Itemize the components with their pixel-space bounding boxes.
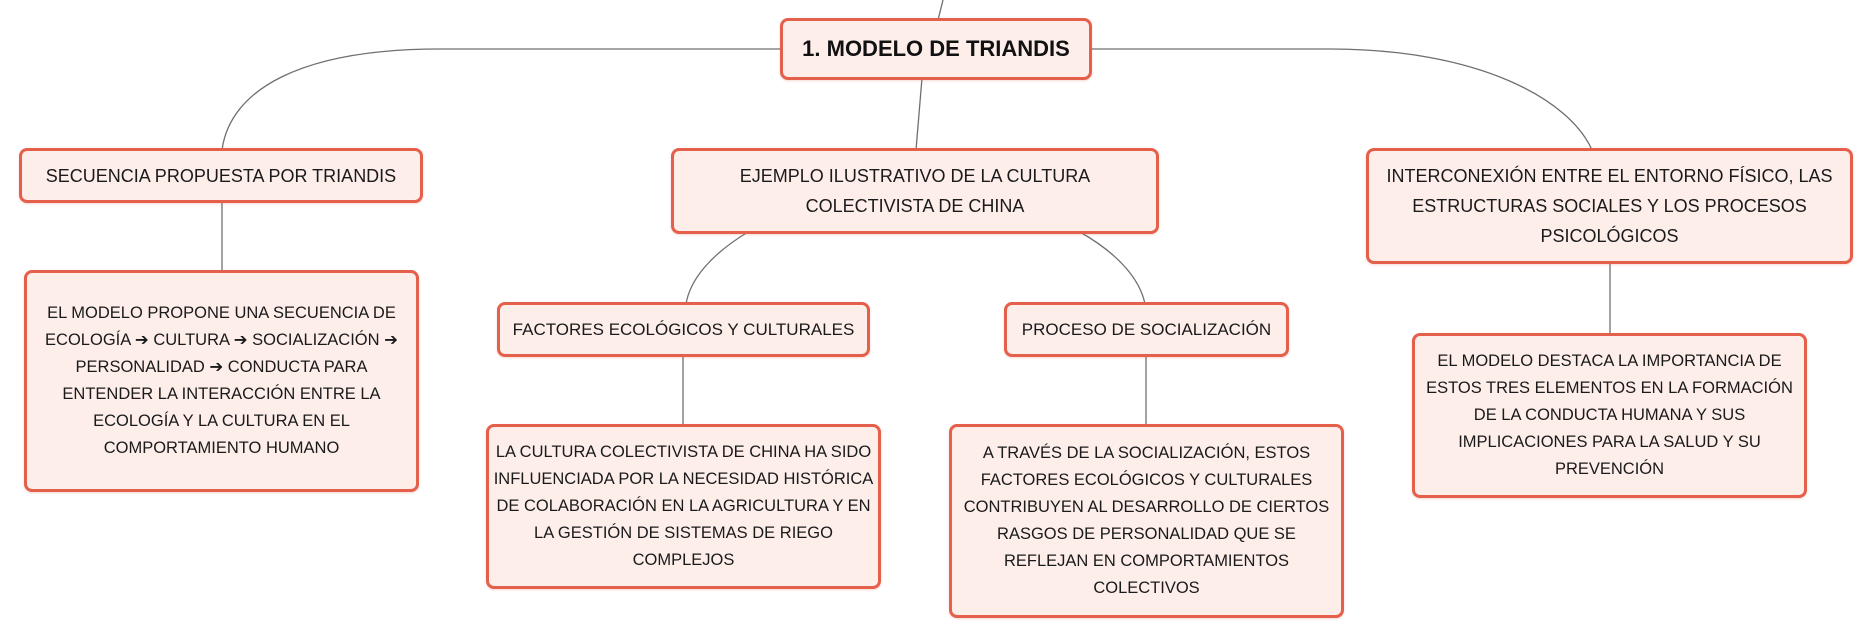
subtopic-socializacion-label: PROCESO DE SOCIALIZACIÓN xyxy=(1021,320,1272,339)
connector-root-to-secuencia xyxy=(222,49,782,150)
detail-interconexion-node[interactable] xyxy=(1412,333,1807,498)
detail-secuencia-text: EL MODELO PROPONE UNA SECUENCIA DE ECOLOGÍA ➔ CULTURA ➔ SOCIALIZACIÓN ➔ PERSONALIDAD ➔ CONDUCTA PARA ENTENDER LA INTERACCIÓN ENTRE LA ECOLOGÍA Y LA CULTURA EN EL COMPORTAMIENTO HUMANO xyxy=(45,304,398,457)
subtopic-factores-node[interactable] xyxy=(497,302,870,357)
connector-root-to-interconexion xyxy=(1090,49,1592,150)
topic-secuencia-label: SECUENCIA PROPUESTA POR TRIANDIS xyxy=(45,165,397,186)
root-node-label: 1. MODELO DE TRIANDIS xyxy=(802,36,1070,61)
subtopic-socializacion-node[interactable] xyxy=(1004,302,1289,357)
topic-interconexion-node[interactable] xyxy=(1366,148,1853,264)
topic-ejemplo-node[interactable] xyxy=(671,148,1159,234)
connector-ejemplo-to-factores xyxy=(686,232,748,304)
connector-parent-to-root xyxy=(938,0,943,20)
subtopic-factores-label: FACTORES ECOLÓGICOS Y CULTURALES xyxy=(512,320,855,339)
connector-ejemplo-to-socializacion xyxy=(1080,232,1145,304)
detail-factores-text: LA CULTURA COLECTIVISTA DE CHINA HA SIDO INFLUENCIADA POR LA NECESIDAD HISTÓRICA DE COLABORACIÓN EN LA AGRICULTURA Y EN LA GESTIÓN DE SISTEMAS DE RIEGO COMPLEJOS xyxy=(493,443,874,569)
detail-secuencia-node[interactable] xyxy=(24,270,419,492)
detail-socializacion-node[interactable] xyxy=(949,424,1344,618)
detail-socializacion-text: A TRAVÉS DE LA SOCIALIZACIÓN, ESTOS FACTORES ECOLÓGICOS Y CULTURALES CONTRIBUYEN AL DESARROLLO DE CIERTOS RASGOS DE PERSONALIDAD QUE SE REFLEJAN EN COMPORTAMIENTOS COLECTIVOS xyxy=(963,444,1330,597)
topic-ejemplo-label: EJEMPLO ILUSTRATIVO DE LA CULTURA COLECTIVISTA DE CHINA xyxy=(739,166,1091,216)
detail-interconexion-text: EL MODELO DESTACA LA IMPORTANCIA DE ESTOS TRES ELEMENTOS EN LA FORMACIÓN DE LA CONDUCTA HUMANA Y SUS IMPLICACIONES PARA LA SALUD Y SU PREVENCIÓN xyxy=(1426,352,1793,478)
topic-secuencia-node[interactable] xyxy=(19,148,423,203)
topic-interconexion-label: INTERCONEXIÓN ENTRE EL ENTORNO FÍSICO, LAS ESTRUCTURAS SOCIALES Y LOS PROCESOS PSICOLÓGICOS xyxy=(1386,166,1833,246)
connector-root-to-ejemplo xyxy=(916,78,922,150)
detail-factores-node[interactable] xyxy=(486,424,881,589)
root-node[interactable] xyxy=(780,18,1092,80)
